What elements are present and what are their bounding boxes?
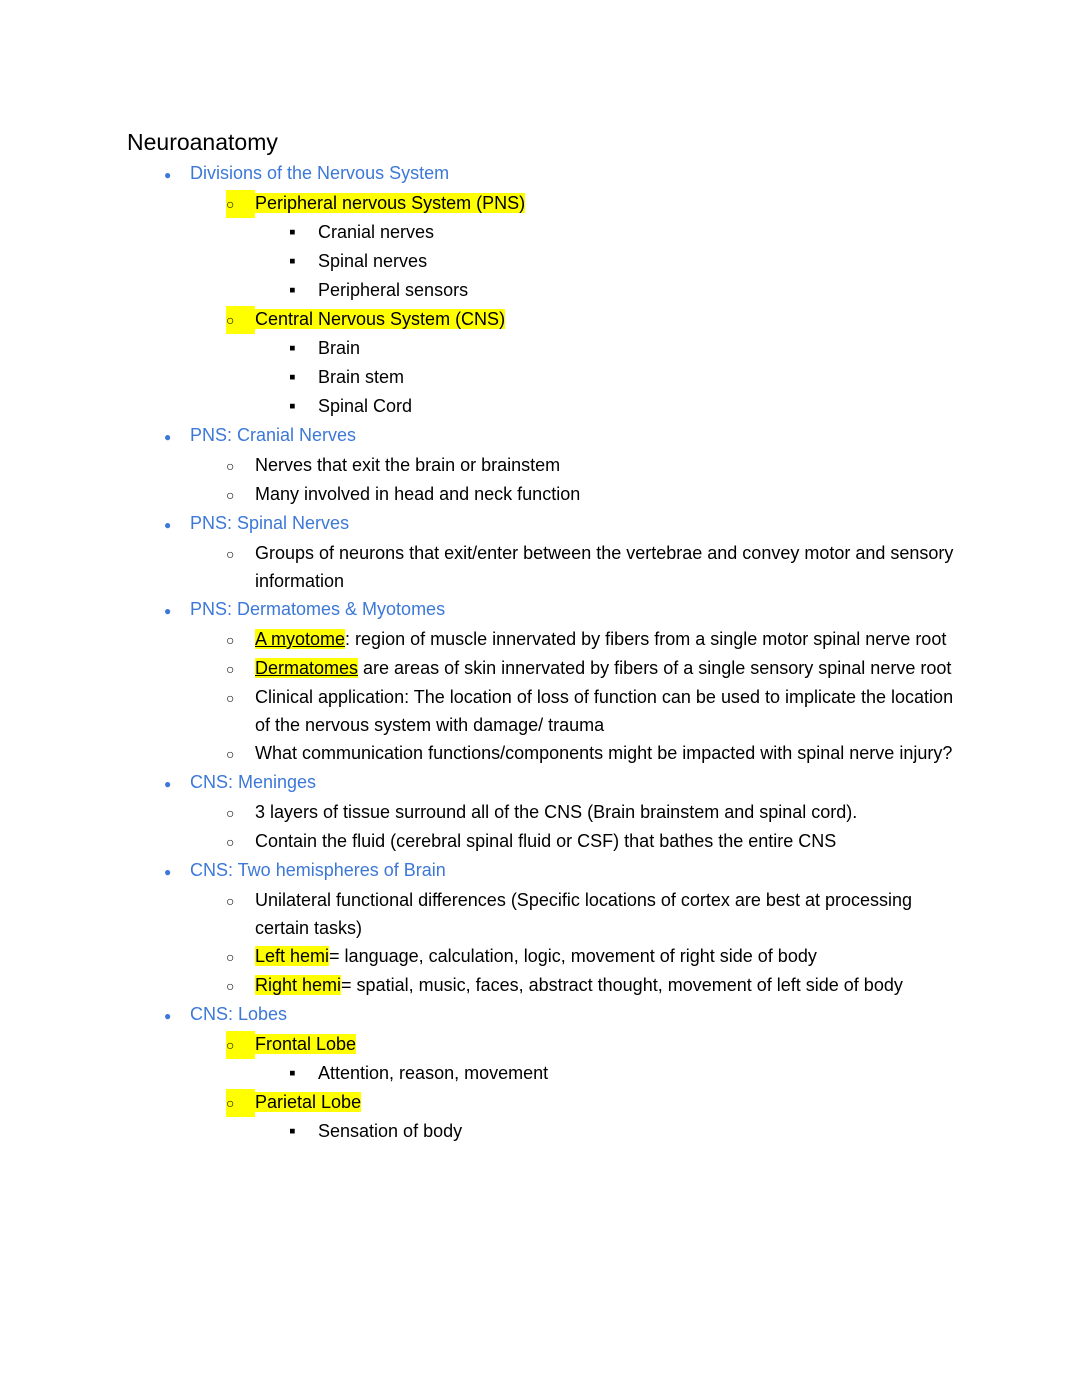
square-bullet-icon: ▪ (289, 251, 296, 272)
circle-bullet-icon: ○ (226, 690, 235, 706)
list-item (127, 683, 955, 739)
disc-bullet-icon: ● (164, 1009, 172, 1023)
circle-bullet-icon: ○ (226, 949, 235, 965)
text-run: Spinal Cord (318, 396, 413, 416)
list-item-text (255, 971, 955, 999)
list-item-text (255, 451, 955, 479)
list-item (127, 625, 955, 654)
list-item (127, 218, 955, 247)
list-item-text (190, 856, 955, 884)
list-item-text (255, 886, 955, 942)
text-run: are areas of skin innervated by fibers of a single sensory spinal nerve root (358, 658, 952, 678)
text-run: PNS: Spinal Nerves (190, 513, 350, 533)
list-item (127, 480, 955, 509)
list-item (127, 1030, 955, 1059)
disc-bullet-icon: ● (164, 865, 172, 879)
circle-bullet-icon: ○ (226, 306, 255, 334)
list-item-text (255, 827, 955, 855)
list-item-text (255, 539, 955, 595)
text-run: PNS: Cranial Nerves (190, 425, 357, 445)
list-item (127, 595, 955, 625)
list-item-text (318, 363, 955, 391)
text-run: Sensation of body (318, 1121, 463, 1141)
circle-bullet-icon: ○ (226, 632, 235, 648)
square-bullet-icon: ▪ (289, 1063, 296, 1084)
text-run: Contain the fluid (cerebral spinal fluid or CSF) that bathes the entire CNS (255, 831, 837, 851)
text-run: CNS: Lobes (190, 1004, 288, 1024)
text-run: : region of muscle innervated by fibers from a single motor spinal nerve root (345, 629, 947, 649)
list-item-text (255, 798, 955, 826)
circle-bullet-icon: ○ (226, 746, 235, 762)
list-item-text (318, 1117, 955, 1145)
disc-bullet-icon: ● (164, 777, 172, 791)
list-item-text (318, 334, 955, 362)
disc-bullet-icon: ● (164, 604, 172, 618)
text-run: Divisions of the Nervous System (190, 163, 450, 183)
list-item (127, 334, 955, 363)
list-item (127, 1059, 955, 1088)
text-run: Peripheral sensors (318, 280, 469, 300)
list-item-text (255, 305, 955, 333)
list-item (127, 886, 955, 942)
list-item (127, 654, 955, 683)
text-run: Peripheral nervous System (PNS) (255, 193, 526, 213)
list-item-text (190, 768, 955, 796)
list-item-text (255, 480, 955, 508)
text-run: A myotome (255, 629, 346, 649)
list-item-text (255, 189, 955, 217)
text-run: Dermatomes (255, 658, 359, 678)
list-item (127, 827, 955, 856)
disc-bullet-icon: ● (164, 430, 172, 444)
list-item-text (318, 247, 955, 275)
document-title: Neuroanatomy (127, 129, 278, 155)
list-item (127, 1000, 955, 1030)
text-run: Spinal nerves (318, 251, 428, 271)
list-item (127, 509, 955, 539)
text-run: = language, calculation, logic, movement of right side of body (329, 946, 817, 966)
text-run: What communication functions/components might be impacted with spinal nerve injury? (255, 743, 953, 763)
text-run: 3 layers of tissue surround all of the CNS (Brain brainstem and spinal cord). (255, 802, 858, 822)
circle-bullet-icon: ○ (226, 458, 235, 474)
list-item-text (318, 392, 955, 420)
list-item (127, 392, 955, 421)
text-run: Parietal Lobe (255, 1092, 362, 1112)
square-bullet-icon: ▪ (289, 222, 296, 243)
text-run: Brain stem (318, 367, 405, 387)
text-run: PNS: Dermatomes & Myotomes (190, 599, 446, 619)
list-item (127, 739, 955, 768)
square-bullet-icon: ▪ (289, 280, 296, 301)
square-bullet-icon: ▪ (289, 338, 296, 359)
list-item (127, 305, 955, 334)
text-run: CNS: Two hemispheres of Brain (190, 860, 446, 880)
document-body (127, 159, 1080, 1146)
circle-bullet-icon: ○ (226, 978, 235, 994)
list-item-text (255, 1088, 955, 1116)
list-item (127, 798, 955, 827)
text-run: Many involved in head and neck function (255, 484, 581, 504)
square-bullet-icon: ▪ (289, 1121, 296, 1142)
list-item (127, 539, 955, 595)
list-item-text (318, 276, 955, 304)
list-item (127, 1088, 955, 1117)
list-item (127, 247, 955, 276)
text-run: Clinical application: The location of loss of function can be used to implicate the location of the nervous system with damage/ trauma (255, 687, 954, 735)
circle-bullet-icon: ○ (226, 834, 235, 850)
circle-bullet-icon: ○ (226, 1031, 255, 1059)
text-run: Attention, reason, movement (318, 1063, 549, 1083)
text-run: Unilateral functional differences (Specific locations of cortex are best at processing certain tasks) (255, 890, 913, 938)
list-item (127, 1117, 955, 1146)
text-run: CNS: Meninges (190, 772, 317, 792)
circle-bullet-icon: ○ (226, 805, 235, 821)
list-item-text (255, 654, 955, 682)
text-run: Left hemi (255, 946, 330, 966)
list-item-text (190, 595, 955, 623)
list-item (127, 942, 955, 971)
list-item (127, 451, 955, 480)
text-run: Right hemi (255, 975, 342, 995)
circle-bullet-icon: ○ (226, 661, 235, 677)
list-item-text (255, 683, 955, 739)
text-run: Central Nervous System (CNS) (255, 309, 506, 329)
square-bullet-icon: ▪ (289, 367, 296, 388)
circle-bullet-icon: ○ (226, 893, 235, 909)
text-run: Cranial nerves (318, 222, 435, 242)
circle-bullet-icon: ○ (226, 546, 235, 562)
list-item-text (190, 1000, 955, 1028)
list-item (127, 768, 955, 798)
list-item-text (255, 1030, 955, 1058)
list-item-text (318, 1059, 955, 1087)
list-item-text (255, 739, 955, 767)
text-run: = spatial, music, faces, abstract thought, movement of left side of body (341, 975, 903, 995)
list-item-text (190, 421, 955, 449)
circle-bullet-icon: ○ (226, 1089, 255, 1117)
list-item (127, 363, 955, 392)
text-run: Groups of neurons that exit/enter between the vertebrae and convey motor and sensory information (255, 543, 954, 591)
text-run: Brain (318, 338, 361, 358)
list-item (127, 421, 955, 451)
list-item-text (318, 218, 955, 246)
list-item-text (255, 942, 955, 970)
text-run: Nerves that exit the brain or brainstem (255, 455, 561, 475)
text-run: Frontal Lobe (255, 1034, 357, 1054)
circle-bullet-icon: ○ (226, 487, 235, 503)
disc-bullet-icon: ● (164, 518, 172, 532)
list-item (127, 276, 955, 305)
list-item (127, 189, 955, 218)
square-bullet-icon: ▪ (289, 396, 296, 417)
list-item (127, 971, 955, 1000)
list-item-text (190, 159, 955, 187)
list-item-text (190, 509, 955, 537)
disc-bullet-icon: ● (164, 168, 172, 182)
circle-bullet-icon: ○ (226, 190, 255, 218)
list-item (127, 856, 955, 886)
list-item (127, 159, 955, 189)
list-item-text (255, 625, 955, 653)
